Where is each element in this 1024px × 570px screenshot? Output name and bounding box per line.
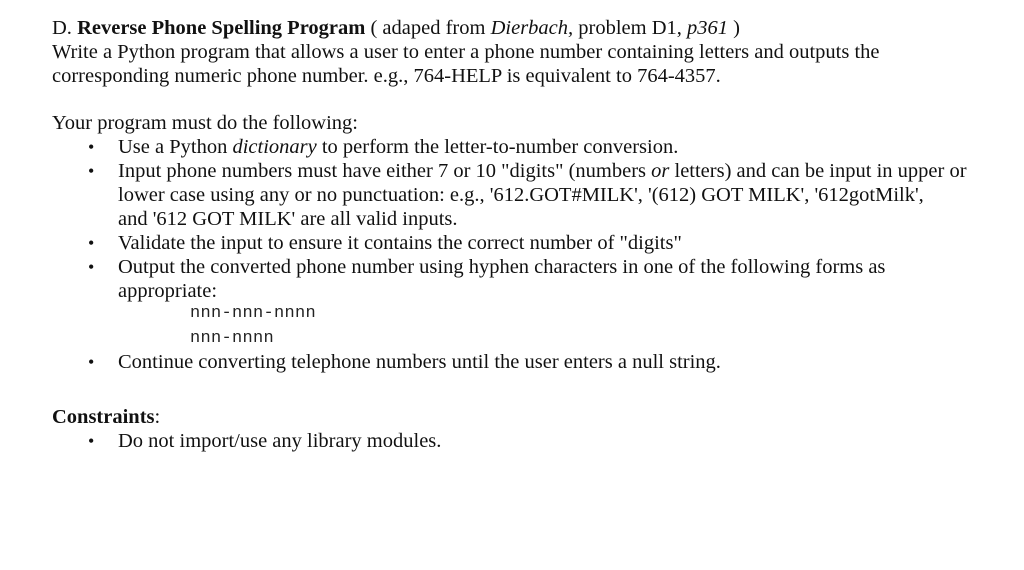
requirements-lead-text: Your program must do the following: (52, 112, 358, 134)
bullet: • (88, 233, 95, 253)
problem-heading (52, 16, 740, 40)
source-open: ( adaped from (370, 17, 491, 39)
bullet: • (88, 431, 95, 451)
constraints-list (0, 429, 441, 453)
intro-line-2: corresponding numeric phone number. e.g., 764-HELP is equivalent to 764-4357. (52, 65, 721, 87)
requirements-list-continued (0, 350, 721, 374)
emphasis-dictionary: dictionary (232, 136, 317, 158)
format-example-7-digit: nnn-nnnn (190, 329, 275, 348)
source-page: p361 (687, 17, 729, 39)
requirement-item-input-format: • Input phone numbers must have either 7 or 10 "digits" (numbers or letters) and can be input in upper or lower case using any or no punctuation: e.g., '612.GOT#MILK', '(612) GOT MILK', '612gotMilk', and '612 GOT MILK' are all valid inputs. (88, 160, 967, 230)
bullet: • (88, 257, 95, 277)
problem-title: Reverse Phone Spelling Program (77, 17, 366, 39)
problem-letter: D. (52, 17, 72, 39)
requirements-list (0, 135, 967, 303)
bullet: • (88, 161, 95, 181)
requirement-item-dictionary: • Use a Python dictionary to perform the letter-to-number conversion. (88, 136, 679, 158)
emphasis-or: or (651, 160, 670, 182)
source-author: Dierbach, (490, 17, 574, 39)
bullet: • (88, 137, 95, 157)
constraints-heading: Constraints: (52, 406, 161, 428)
format-example-10-digit: nnn-nnn-nnnn (190, 304, 317, 323)
intro-line-1: Write a Python program that allows a user to enter a phone number containing letters and outputs the (52, 41, 880, 63)
requirement-item-output: • Output the converted phone number using hyphen characters in one of the following forms as appropriate: (88, 256, 886, 302)
requirement-item-loop: • Continue converting telephone numbers until the user enters a null string. (88, 351, 721, 373)
source-problem: problem D1, (573, 17, 688, 39)
bullet: • (88, 352, 95, 372)
constraint-item-no-imports: • Do not import/use any library modules. (88, 430, 442, 452)
requirement-item-validate: • Validate the input to ensure it contains the correct number of "digits" (88, 232, 682, 254)
source-close: ) (728, 17, 740, 39)
constraints-label: Constraints (52, 406, 155, 428)
intro-paragraph (52, 40, 880, 88)
requirements-lead (52, 111, 358, 135)
